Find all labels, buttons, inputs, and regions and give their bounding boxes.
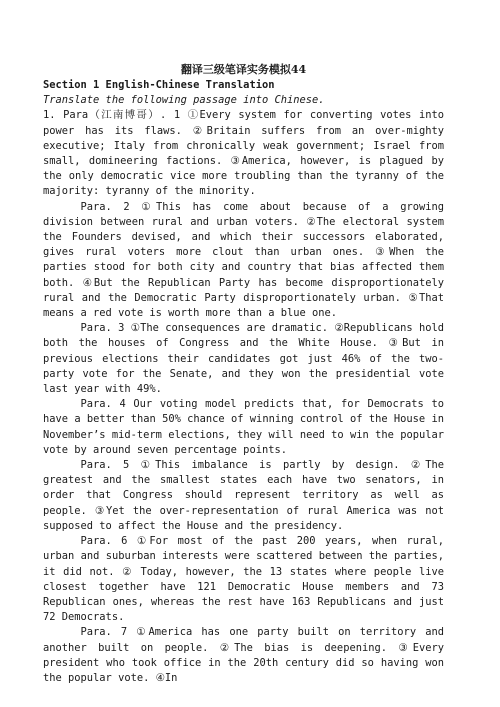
instruction-text: Translate the following passage into Chinese. bbox=[43, 94, 325, 107]
paragraph-5: Para. 5 ①This imbalance is partly by design. ②The greatest and the smallest states each have two senators, in order that Congress should represent territory as well as people. ③Yet the over-representation of rural America was not supposed to affect the House and the presidency. bbox=[43, 459, 444, 532]
document-title: 翻译三级笔译实务模拟44 bbox=[180, 63, 307, 76]
paragraph-7: Para. 7 ①America has one party built on territory and another built on people. ②The bias is deepening. ③Every president who took office in the 20th century did so having won the popular vote. ④In bbox=[43, 626, 444, 684]
paragraph-2: Para. 2 ①This has come about because of a growing division between rural and urban voters. ②The electoral system the Founders devised, and which their successors elaborated, gives rural voters more clout than urban ones. ③When the parties stood for both city and country that bias affected them both. ④But the Republican Party has become disproportionately rural and the Democratic Party disproportionately urban. ⑤That means a red vote is worth more than a blue one. bbox=[43, 200, 444, 320]
paragraph-4: Para. 4 Our voting model predicts that, for Democrats to have a better than 50% chance of winning control of the House in November’s mid-term elections, they will need to win the popular vote by around seven percentage points. bbox=[43, 398, 444, 456]
section-heading: Section 1 English-Chinese Translation bbox=[43, 79, 275, 91]
paragraph-1: 1. Para（江南博哥）. 1 ①Every system for converting votes into power has its flaws. ②Britain suffers from an over-mighty executive; Italy from chronically weak government; Israel from small, domineering factions. ③America, however, is plagued by the only democratic vice more troubling than the tyranny of the majority: tyranny of the minority. bbox=[43, 109, 444, 198]
paragraph-6: Para. 6 ①For most of the past 200 years, when rural, urban and suburban interests were scattered between the parties, it did not. ② Today, however, the 13 states where people live closest together have 121 Democratic House members and 73 Republican ones, whereas the rest have 163 Republicans and just 72 Democrats. bbox=[43, 535, 444, 624]
paragraph-3: Para. 3 ①The consequences are dramatic. ②Republicans hold both the houses of Congress and the White House. ③But in previous elections their candidates got just 46% of the two-party vote for the Senate, and they won the presidential vote last year with 49%. bbox=[43, 322, 444, 396]
